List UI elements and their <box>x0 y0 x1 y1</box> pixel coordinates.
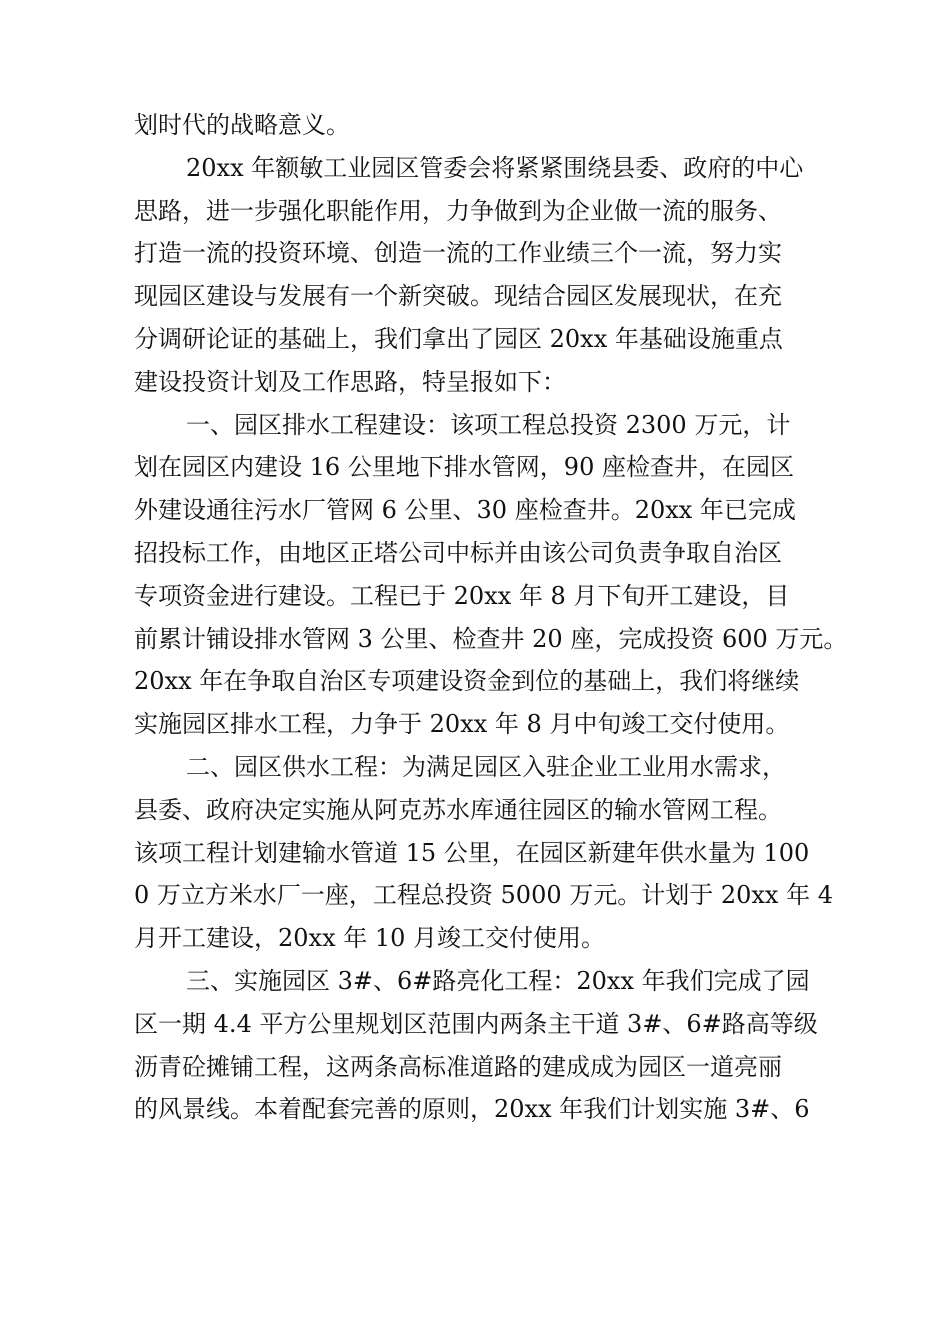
text-line: 现园区建设与发展有一个新突破。现结合园区发展现状，在充 <box>134 282 782 311</box>
text-line: 建设投资计划及工作思路，特呈报如下： <box>134 367 566 396</box>
text-line: 前累计铺设排水管网 3 公里、检查井 20 座，完成投资 600 万元。 <box>134 624 848 653</box>
text-line: 月开工建设，20xx 年 10 月竣工交付使用。 <box>134 924 606 953</box>
text-line: 划时代的战略意义。 <box>134 111 350 139</box>
text-line: 0 万立方米水厂一座，工程总投资 5000 万元。计划于 20xx 年 4 <box>134 881 833 910</box>
text-line: 三、实施园区 3#、6#路亮化工程：20xx 年我们完成了园 <box>186 966 810 995</box>
text-line: 的风景线。本着配套完善的原则，20xx 年我们计划实施 3#、6 <box>134 1095 810 1124</box>
text-line: 一、园区排水工程建设：该项工程总投资 2300 万元，计 <box>186 410 791 439</box>
text-line: 县委、政府决定实施从阿克苏水库通往园区的输水管网工程。 <box>134 795 782 824</box>
text-line: 思路，进一步强化职能作用，力争做到为企业做一流的服务、 <box>134 196 782 225</box>
text-line: 二、园区供水工程：为满足园区入驻企业工业用水需求， <box>186 752 786 781</box>
text-line: 分调研论证的基础上，我们拿出了园区 20xx 年基础设施重点 <box>134 324 783 353</box>
text-line: 划在园区内建设 16 公里地下排水管网，90 座检查井，在园区 <box>134 453 794 482</box>
text-line: 打造一流的投资环境、创造一流的工作业绩三个一流，努力实 <box>134 239 782 268</box>
text-line: 招投标工作，由地区正塔公司中标并由该公司负责争取自治区 <box>134 538 782 567</box>
text-line: 外建设通往污水厂管网 6 公里、30 座检查井。20xx 年已完成 <box>134 496 796 525</box>
text-line: 沥青砼摊铺工程，这两条高标准道路的建成成为园区一道亮丽 <box>134 1052 782 1081</box>
text-line: 20xx 年在争取自治区专项建设资金到位的基础上，我们将继续 <box>134 667 800 696</box>
text-line: 20xx 年额敏工业园区管委会将紧紧围绕县委、政府的中心 <box>186 153 804 182</box>
text-line: 实施园区排水工程，力争于 20xx 年 8 月中旬竣工交付使用。 <box>134 710 790 739</box>
text-line: 该项工程计划建输水管道 15 公里，在园区新建年供水量为 100 <box>134 838 810 867</box>
body-text <box>134 104 848 1131</box>
text-line: 区一期 4.4 平方公里规划区范围内两条主干道 3#、6#路高等级 <box>134 1009 818 1038</box>
text-line: 专项资金进行建设。工程已于 20xx 年 8 月下旬开工建设，目 <box>134 581 790 610</box>
